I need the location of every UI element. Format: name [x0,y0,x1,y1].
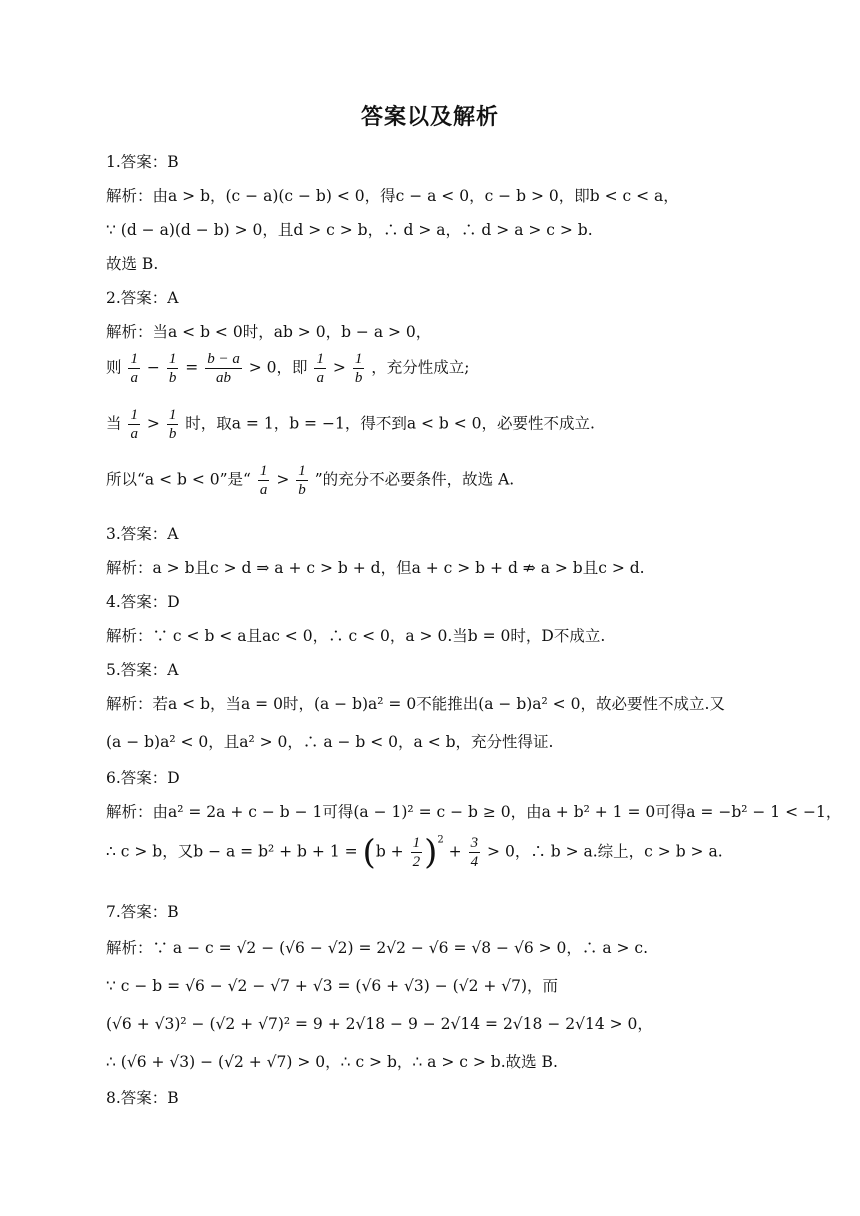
fraction [469,834,481,871]
q8-answer: 8.答案：B [106,1089,179,1107]
q2-explanation-line2 [106,350,470,387]
q4-answer: 4.答案：D [106,593,180,611]
denominator: a [316,370,324,386]
numerator: 1 [354,351,363,367]
fraction [128,350,140,387]
q4-explanation-line1: 解析：∵ c < b < a且ac < 0，∴ c < 0，a > 0.当b = 0时，D不成立. [106,627,606,645]
denominator: b [298,482,306,498]
text-segment: 时，取a = 1，b = −1，得不到a < b < 0，必要性不成立. [185,414,595,433]
fraction [167,350,179,387]
q1-answer: 1.答案：B [106,153,179,171]
text-segment: ”的充分不必要条件，故选 A. [314,470,515,489]
q2-l2-pre: 则 [106,358,122,377]
numerator: 1 [130,407,138,423]
numerator: 1 [298,463,306,479]
q5-explanation-line2: (a − b)a² < 0，且a² > 0，∴ a − b < 0，a < b，充分性得证. [106,733,554,751]
text-segment: ，充分性成立; [371,358,470,377]
right-paren: ) [424,832,438,873]
q6-answer: 6.答案：D [106,769,180,787]
text-segment: 所以“a < b < 0”是“ [106,470,251,489]
numerator: 1 [168,407,177,423]
numerator: 1 [316,351,324,367]
q7-explanation-line3: (√6 + √3)² − (√2 + √7)² = 9 + 2√18 − 9 − 2√14 = 2√18 − 2√14 > 0， [106,1015,653,1033]
fraction [296,462,308,499]
fraction [258,462,270,499]
fraction [167,406,179,443]
operator: > [146,414,160,433]
q2-explanation-line3 [106,406,595,443]
fraction [314,350,326,387]
denominator: a [259,482,268,498]
q2-explanation-line4 [106,462,514,499]
denominator: 4 [470,854,479,870]
fraction [353,350,365,387]
numerator: 1 [168,351,177,367]
q1-explanation-line1: 解析：由a > b，(c − a)(c − b) < 0，得c − a < 0，c − b > 0，即b < c < a， [106,187,679,205]
denominator: b [354,370,363,386]
q1-explanation-line3: 故选 B. [106,255,159,273]
text-segment: b + [375,842,404,861]
operator: > [332,358,346,377]
q7-explanation-line1: 解析：∵ a − c = √2 − (√6 − √2) = 2√2 − √6 = √8 − √6 > 0，∴ a > c. [106,939,649,957]
q7-explanation-line4: ∴ (√6 + √3) − (√2 + √7) > 0，∴ c > b，∴ a > c > b.故选 B. [106,1053,558,1071]
denominator: a [130,370,138,386]
q1-explanation-line2: ∵ (d − a)(d − b) > 0，且d > c > b，∴ d > a，∴ d > a > c > b. [106,221,593,239]
q6-explanation-line1: 解析：由a² = 2a + c − b − 1可得(a − 1)² = c − b ≥ 0，由a + b² + 1 = 0可得a = −b² − 1 < −1， [106,803,842,821]
numerator: 1 [259,463,268,479]
numerator: b − a [207,351,240,367]
denominator: a [130,426,138,442]
exponent: 2 [437,834,444,846]
numerator: 1 [412,835,421,851]
fraction [128,406,140,443]
denominator: b [168,426,177,442]
text-segment: > 0，即 [248,358,308,377]
text-segment: ∴ c > b，又b − a = b² + b + 1 = [106,842,358,861]
text-segment: > 0，∴ b > a.综上，c > b > a. [487,842,723,861]
numerator: 1 [130,351,138,367]
operator: + [448,842,462,861]
denominator: 2 [412,854,421,870]
q7-explanation-line2: ∵ c − b = √6 − √2 − √7 + √3 = (√6 + √3) − (√2 + √7)，而 [106,977,559,995]
text-segment: 当 [106,414,122,433]
q6-explanation-line2 [106,834,723,871]
operator: = [185,358,199,377]
denominator: b [168,370,177,386]
fraction [411,834,423,871]
fraction [205,350,242,387]
page-title: 答案以及解析 [360,105,499,130]
q2-answer: 2.答案：A [106,289,179,307]
q5-explanation-line1: 解析：若a < b，当a = 0时，(a − b)a² = 0不能推出(a − b)a² < 0，故必要性不成立.又 [106,695,725,713]
operator: > [276,470,290,489]
operator: − [146,358,160,377]
q3-explanation-line1: 解析：a > b且c > d ⇒ a + c > b + d，但a + c > b + d ⇏ a > b且c > d. [106,559,645,577]
left-paren: ( [362,832,376,873]
q5-answer: 5.答案：A [106,661,179,679]
numerator: 3 [470,835,479,851]
denominator: ab [216,370,232,386]
q2-explanation-line1: 解析：当a < b < 0时，ab > 0，b − a > 0， [106,323,432,341]
q7-answer: 7.答案：B [106,903,179,921]
q3-answer: 3.答案：A [106,525,179,543]
